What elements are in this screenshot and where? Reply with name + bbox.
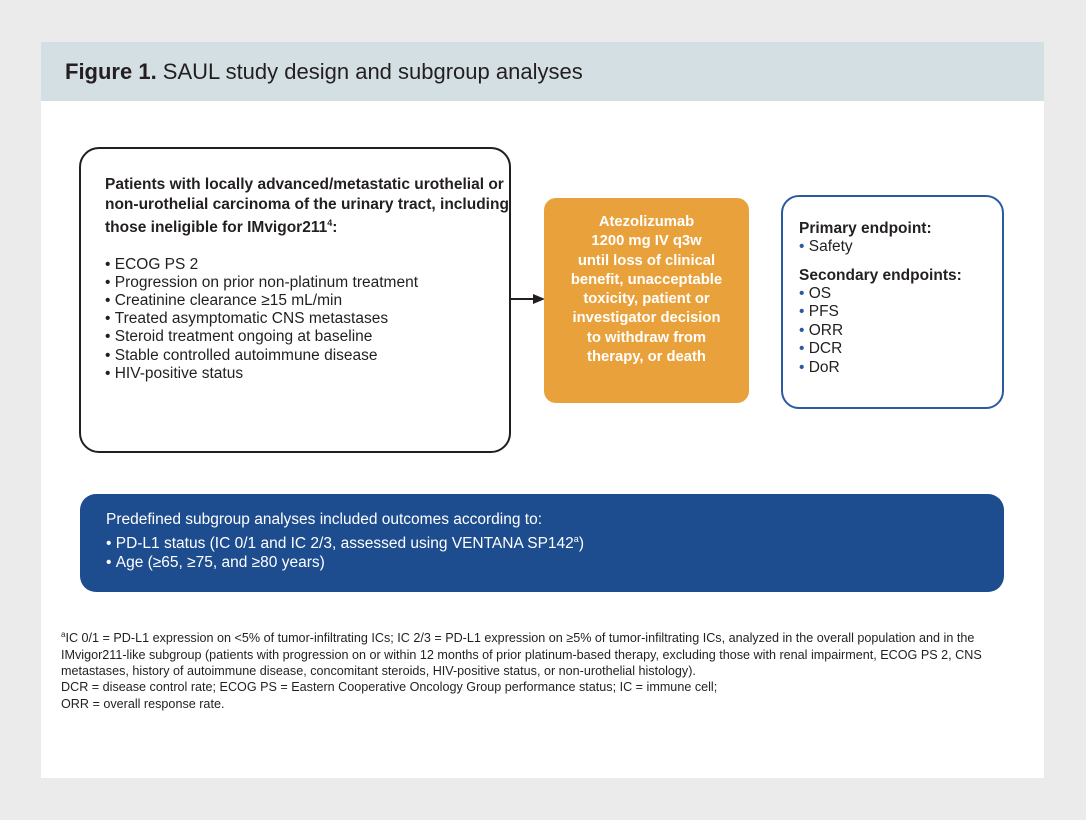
primary-endpoint-heading: Primary endpoint:	[799, 220, 932, 237]
abbreviations-line: ORR = overall response rate.	[61, 696, 225, 711]
footnote-a-text: IC 0/1 = PD-L1 expression on <5% of tumor-infiltrating ICs; IC 2/3 = PD-L1 expression on ≥5% of tumor-infiltrating ICs, analyzed in the overall population and in the IMvigor211-like subgroup (patients with progression on or within 12 months of prior platinum-based therapy, excluding those with renal impairment, ECOG PS 2, CNS metastases, history of autoimmune disease, concomitant steroids, HIV-positive status, or non-urothelial histology).	[61, 631, 982, 678]
subgroup-item: • Age (≥65, ≥75, and ≥80 years)	[106, 553, 1004, 573]
figure-number: Figure 1.	[65, 59, 157, 84]
footnotes	[61, 627, 1031, 712]
footnote-marker: a	[61, 630, 66, 639]
subgroup-item	[106, 530, 1004, 554]
eligibility-criteria-list	[105, 256, 509, 383]
secondary-endpoint-heading: Secondary endpoints:	[799, 266, 962, 284]
subgroup-list	[106, 530, 1004, 573]
criteria-item: • HIV-positive status	[105, 365, 509, 383]
endpoint-item: • ORR	[799, 322, 1002, 341]
patients-heading	[105, 175, 509, 238]
treatment-box	[544, 198, 749, 403]
criteria-item: • Treated asymptomatic CNS metastases	[105, 310, 509, 328]
criteria-item: • ECOG PS 2	[105, 256, 509, 274]
figure-header	[41, 42, 1044, 101]
treatment-text: Atezolizumab 1200 mg IV q3w until loss of clinical benefit, unacceptable toxicity, patient or investigator decision to withdraw from therapy, or death	[570, 214, 723, 366]
subgroup-analyses-box	[80, 494, 1004, 592]
criteria-item: • Steroid treatment ongoing at baseline	[105, 328, 509, 346]
endpoint-item: • PFS	[799, 303, 1002, 322]
figure-title-text: SAUL study design and subgroup analyses	[156, 59, 583, 84]
abbreviations-line: DCR = disease control rate; ECOG PS = Eastern Cooperative Oncology Group performance status; IC = immune cell;	[61, 680, 718, 695]
footnote-marker: a	[573, 533, 579, 544]
endpoint-item: • OS	[799, 285, 1002, 304]
criteria-item: • Creatinine clearance ≥15 mL/min	[105, 292, 509, 310]
criteria-item: • Progression on prior non-platinum treatment	[105, 274, 509, 292]
endpoint-item: • DCR	[799, 340, 1002, 359]
footnote-a	[61, 627, 1031, 679]
patients-heading-colon: :	[332, 219, 338, 237]
patients-box	[79, 147, 511, 453]
subgroup-intro: Predefined subgroup analyses included outcomes according to:	[106, 511, 542, 528]
primary-endpoint-list	[799, 238, 1002, 257]
patients-heading-reference: 4	[327, 218, 333, 228]
subgroup-item-text: PD-L1 status (IC 0/1 and IC 2/3, assessed using VENTANA SP142	[115, 534, 574, 552]
patients-heading-text: Patients with locally advanced/metastatic urothelial or non-urothelial carcinoma of the urinary tract, including those ineligible for IMvigor211	[105, 176, 509, 237]
criteria-item: • Stable controlled autoimmune disease	[105, 347, 509, 365]
endpoint-item: • DoR	[799, 359, 1002, 378]
secondary-endpoint-list	[799, 285, 1002, 378]
figure-title	[65, 59, 583, 85]
endpoints-box	[781, 195, 1004, 409]
endpoint-item: • Safety	[799, 238, 1002, 257]
figure-panel	[41, 42, 1044, 778]
subgroup-item-close: )	[578, 534, 584, 552]
right-arrow-icon	[511, 293, 545, 305]
